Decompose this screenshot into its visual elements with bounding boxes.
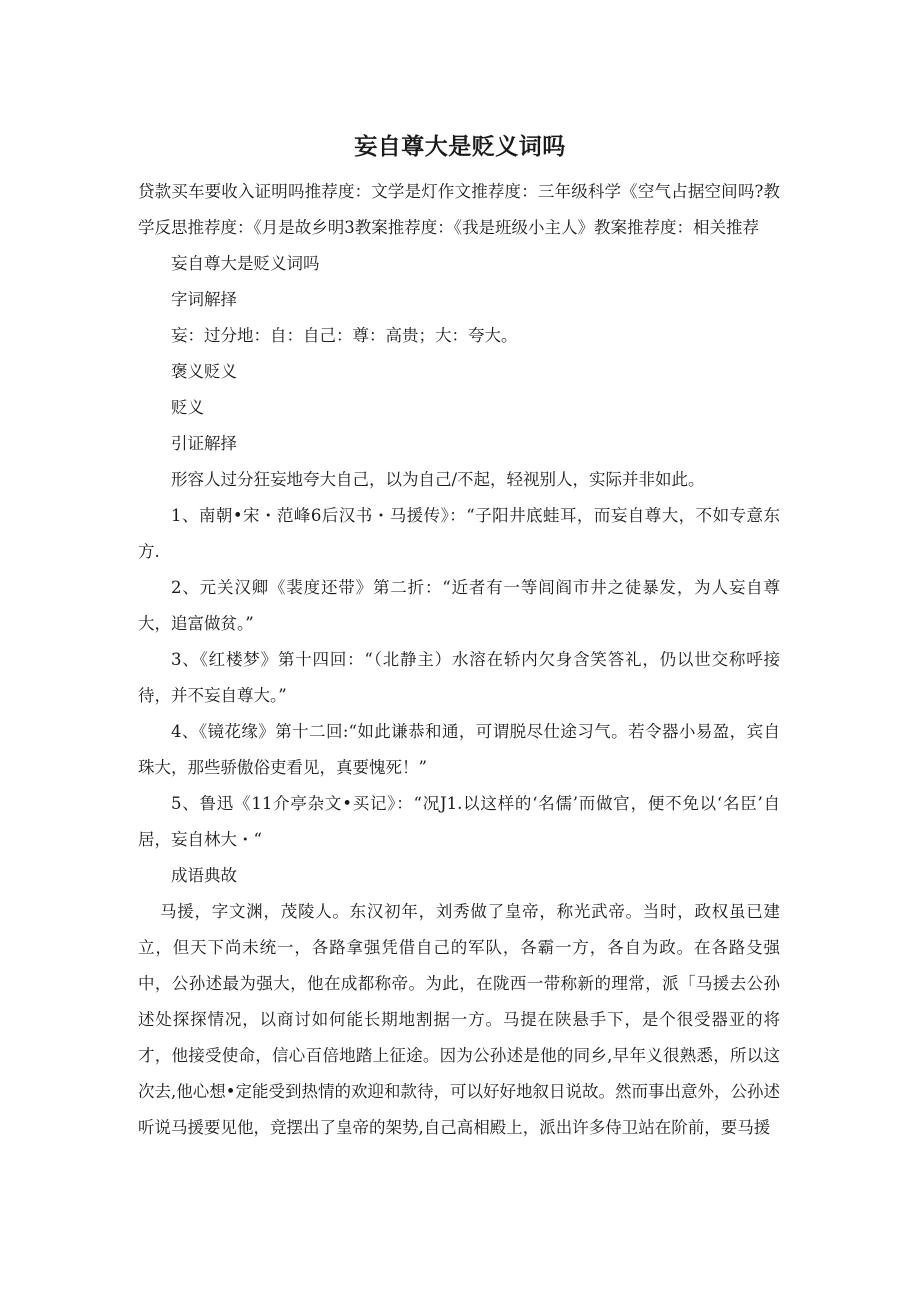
citation-item: 3、《红楼梦》第十四回：“（北静主）水溶在轿内欠身含笑答礼，仍以世交称呼接待，并不妄自尊大。” [138,650,780,705]
section-word-explain-heading: 字词解择 [171,290,237,309]
section-citation-heading: 引证解择 [171,434,237,453]
document-title: 妄自尊大是贬义词吗 [354,134,566,160]
recommend-line: 贷款买车要收入证明吗推荐度：文学是灯作文推荐度：三年级科学《空气占据空间吗?教学反思推荐度：《月是故乡明3教案推荐度：《我是班级小主人》教案推荐度：相关推荐 [138,182,780,237]
citation-item: 5、鲁迅《11介亭杂文•买记》：“况J1.以这样的‘名儒’而做官，便不免以‘名臣’自居，妄自林大・“ [138,794,780,849]
citation-item: 1、南朝•宋・范峰6后汉书・马援传》：“子阳井底蛙耳，而妄自尊大，不如专意东方. [138,506,780,561]
word-explain-text: 妄：过分地：自：自己：尊：高贵；大：夸大。 [171,326,518,345]
section-sentiment-heading: 褒义贬义 [171,362,237,381]
citation-item: 4、《镜花缘》第十二回:“如此谦恭和通，可谓脱尽仕途习气。若令器小易盈，宾自珠大，那些骄傲俗吏看见，真要愧死！” [138,722,780,777]
story-text: 马援，字文渊，茂陵人。东汉初年，刘秀做了皇帝，称光武帝。当时，政权虽已建立，但天下尚未统一，各路拿强凭借自己的军队，各霸一方，各自为政。在各路殳强中，公孙述最为强大，他在成都称帝。为此，在陇西一带称新的理常，派「马援去公孙述处探探情况，以商讨如何能长期地割据一方。马提在陕悬手下，是个很受器亚的将才，他接受使命，信心百倍地踏上征途。因为公孙述是他的同乡,早年义很熟悉，所以这次去,他心想•定能受到热情的欢迎和款待，可以好好地叙日说故。然而事出意外，公孙述听说马援要见他，竞摆出了皇帝的架势,自己高相殿上，派出许多侍卫站在阶前，要马援 [138,902,780,1137]
section-story-heading: 成语典故 [171,866,237,885]
citation-definition: 形容人过分狂妄地夸大自己，以为自己/不起，轻视别人，实际并非如此。 [171,470,705,489]
citation-item: 2、元关汉卿《裴度还带》第二折：“近者有一等闾阎市井之徒暴发，为人妄自尊大，追富做贫。” [138,578,780,633]
sentiment-value: 贬义 [171,398,204,417]
section-heading: 妄自尊大是贬义词吗 [171,254,320,273]
document-body [138,174,780,1146]
